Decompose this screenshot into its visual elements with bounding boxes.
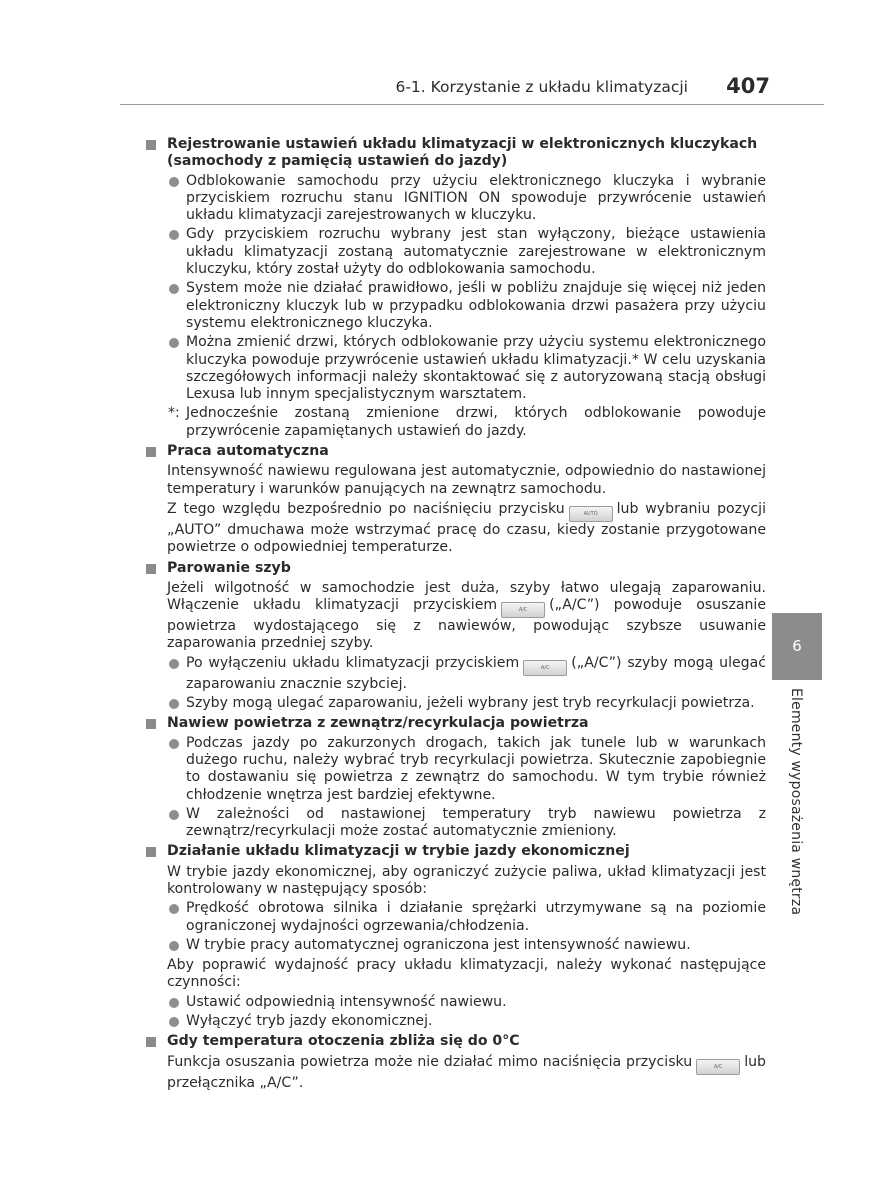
section-title: 6-1. Korzystanie z układu klimatyzacji (395, 78, 688, 96)
paragraph: Aby poprawić wydajność pracy układu klimatyzacji, należy wykonać następujące czynności: (167, 957, 766, 991)
bullet-item: Podczas jazdy po zakurzonych drogach, takich jak tunele lub w warunkach dużego ruchu, należy wybrać tryb recyrkulacji powietrza. Skutecznie zapobiegnie to dostawaniu się powietrza z zewnątrz do samochodu. W tym trybie również chłodzenie wnętrza jest bardziej efektywne. (146, 735, 766, 804)
section-heading: Rejestrowanie ustawień układu klimatyzacji w elektronicznych kluczykach (samochody z pamięcią ustawień do jazdy) (146, 136, 766, 171)
paragraph-text: lub wybraniu pozycji „AUTO” dmuchawa może wstrzymać pracę do czasu, kiedy zostanie przygotowane powietrze o odpowiedniej temperaturze. (167, 500, 767, 556)
section-heading: Praca automatyczna (146, 443, 766, 460)
bullet-text: („A/C”) szyby mogą ulegać zaparowaniu znacznie szybciej. (186, 654, 766, 692)
ac-button-icon: A/C (501, 602, 545, 618)
paragraph-text: („A/C”) powoduje osuszanie powietrza wydostającego się z nawiewów, powodując szybsze usuwanie zaparowania przedniej szyby. (167, 597, 767, 652)
bullet-item: Szyby mogą ulegać zaparowaniu, jeżeli wybrany jest tryb recyrkulacji powietrza. (146, 695, 766, 712)
ac-button-icon: A/C (523, 660, 567, 676)
bullet-item: Można zmienić drzwi, których odblokowanie przy użyciu systemu elektronicznego kluczyka powoduje przywrócenie ustawień układu klimatyzacji.* W celu uzyskania szczegółowych informacji należy skontaktować się z autoryzowaną stacją obsługi Lexusa lub innym specjalistycznym warsztatem. (146, 334, 766, 403)
bullet-item: W trybie pracy automatycznej ograniczona jest intensywność nawiewu. (146, 937, 766, 954)
bullet-item: Wyłączyć tryb jazdy ekonomicznej. (146, 1013, 766, 1030)
chapter-number: 6 (792, 637, 802, 655)
header-rule (120, 104, 824, 105)
paragraph: Intensywność nawiewu regulowana jest automatycznie, odpowiednio do nastawionej temperatury i warunków panujących na zewnątrz samochodu. (167, 463, 766, 497)
bullet-item: Prędkość obrotowa silnika i działanie sprężarki utrzymywane są na poziomie ograniczonej wydajności ogrzewania/chłodzenia. (146, 900, 766, 935)
chapter-label: Elementy wyposażenia wnętrza (788, 688, 804, 916)
page-header (395, 74, 770, 104)
footnote-marker: *: (168, 405, 180, 422)
auto-button-icon: AUTO (569, 506, 613, 522)
bullet-item: Odblokowanie samochodu przy użyciu elektronicznego kluczyka i wybranie przyciskiem rozruchu stanu IGNITION ON spowoduje przywrócenie ustawień układu klimatyzacji zarejestrowanych w kluczyku. (146, 173, 766, 225)
bullet-item: W zależności od nastawionej temperatury tryb nawiewu powietrza z zewnątrz/recyrkulacji może zostać automatycznie zmieniony. (146, 806, 766, 841)
section-heading: Gdy temperatura otoczenia zbliża się do 0°C (146, 1033, 766, 1050)
bullet-item: Ustawić odpowiednią intensywność nawiewu. (146, 994, 766, 1011)
paragraph-text: lub przełącznika „A/C”. (167, 1053, 766, 1091)
section-heading: Parowanie szyb (146, 560, 766, 577)
footnote-text: Jednocześnie zostaną zmienione drzwi, których odblokowanie powoduje przywrócenie zapamiętanych ustawień do jazdy. (186, 405, 766, 439)
chapter-tab (772, 613, 822, 680)
page-number: 407 (726, 74, 770, 98)
paragraph (146, 501, 766, 557)
paragraph-text: Z tego względu bezpośrednio po naciśnięciu przycisku (167, 500, 565, 517)
footnote (146, 405, 766, 440)
paragraph (146, 580, 766, 653)
paragraph (146, 1054, 766, 1092)
bullet-item: System może nie działać prawidłowo, jeśli w pobliżu znajduje się więcej niż jeden elektroniczny kluczyk lub w przypadku odblokowania drzwi pasażera przy użyciu systemu elektronicznego kluczyka. (146, 280, 766, 332)
paragraph-text: Funkcja osuszania powietrza może nie działać mimo naciśnięcia przycisku (167, 1053, 693, 1070)
section-heading: Działanie układu klimatyzacji w trybie jazdy ekonomicznej (146, 843, 766, 860)
section-heading: Nawiew powietrza z zewnątrz/recyrkulacja powietrza (146, 715, 766, 732)
bullet-item: Gdy przyciskiem rozruchu wybrany jest stan wyłączony, bieżące ustawienia układu klimatyzacji zostaną automatycznie zarejestrowane w elektronicznym kluczyku, który został użyty do odblokowania samochodu. (146, 226, 766, 278)
bullet-item (146, 655, 766, 693)
page-content (146, 133, 766, 1092)
chapter-side-label (782, 688, 812, 928)
paragraph-text: Jeżeli wilgotność w samochodzie jest duża, szyby łatwo ulegają zaparowaniu. Włączenie układu klimatyzacji przyciskiem (167, 579, 766, 614)
ac-button-icon: A/C (696, 1059, 740, 1075)
paragraph: W trybie jazdy ekonomicznej, aby ograniczyć zużycie paliwa, układ klimatyzacji jest kontrolowany w następujący sposób: (167, 863, 766, 897)
bullet-text: Po wyłączeniu układu klimatyzacji przyciskiem (186, 654, 520, 671)
